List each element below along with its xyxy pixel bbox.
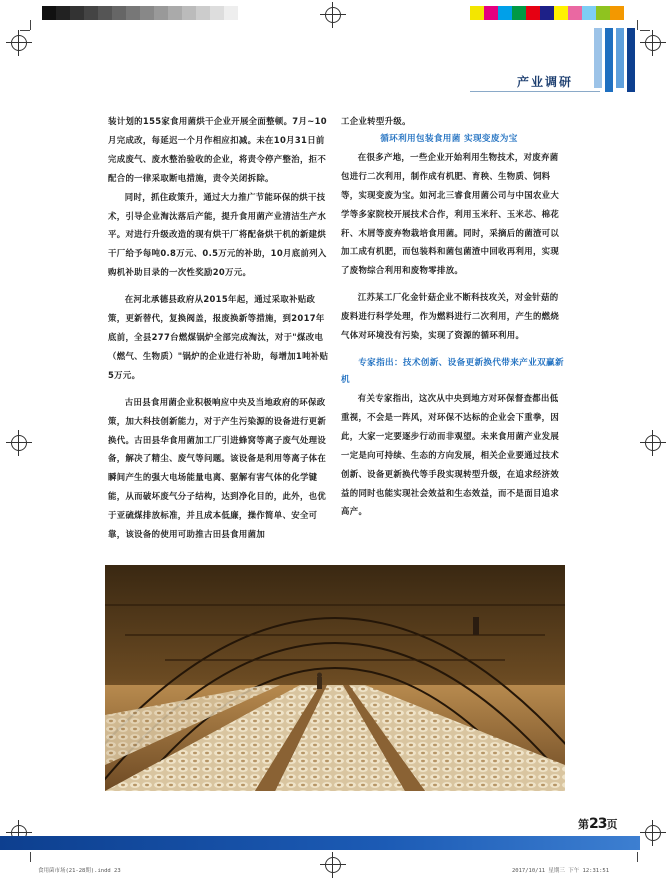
paragraph: 江苏某工厂化金针菇企业不断科技攻关，对金针菇的废料进行科学处理，作为燃料进行二次利用，产生的燃烧气体对环境没有污染，实现了资源的循环利用。 bbox=[341, 292, 560, 341]
crop-mark bbox=[637, 852, 638, 862]
crop-mark bbox=[30, 852, 31, 862]
page-number-value: 23 bbox=[589, 816, 607, 832]
paragraph: 工企业转型升级。 bbox=[341, 116, 411, 126]
page-number-suffix: 页 bbox=[606, 818, 618, 831]
paragraph: 在很多产地，一些企业开始利用生物技术，对废弃菌包进行二次利用，制作成有机肥、育秧、生物质、饲料等，实现变废为宝。如河北三睿食用菌公司与中国农业大学等多家院校开展技术合作，利用玉米秆、玉米芯、棉花秆、木屑等废弃物栽培食用菌。同时，采摘后的菌渣可以加工成有机肥，而包装料和菌包菌渣中回收再利用，实现了废物综合利用和废物零排放。 bbox=[341, 151, 560, 276]
crop-mark bbox=[20, 30, 30, 31]
registration-mark-bottom-center bbox=[320, 852, 346, 878]
greenhouse-photo bbox=[105, 565, 565, 791]
registration-mark-top-right bbox=[640, 30, 666, 56]
registration-mark-right-middle bbox=[640, 430, 666, 456]
crop-mark bbox=[640, 30, 650, 31]
header-rule bbox=[470, 91, 600, 92]
registration-mark-bottom-right bbox=[640, 820, 666, 846]
header-decoration-bars bbox=[594, 28, 635, 92]
footer-bar bbox=[0, 836, 640, 850]
paragraph: 有关专家指出，这次从中央到地方对环保督查都出低重视，不会是一阵风，对环保不达标的企业会下重拳，因此，大家一定要逐步行动而非观望。未来食用菌产业发展一定是向可持续、生态的方向发展，相关企业要通过技术创新、设备更新换代等手段实现转型升级，在追求经济效益的同时也能实现社会效益和生态效益，而不是面目追求高产。 bbox=[341, 392, 560, 517]
paragraph: 古田县食用菌企业积极响应中央及当地政府的环保政策，加大科技创新能力，对于产生污染源的设备进行更新换代。古田县华食用菌加工厂引进蜂窝等离子废气处理设备，解决了精尘、废气等问题。该设备是利用等离子体在瞬间产生的强大电场能量电离、驱解有害气体的化学键能，从而破坏废气分子结构，达到净化目的，此外，也优于亚硫煤排放标准，并且成本低廉，操作简单、安全可靠，该设备的使用可助推古田县食用菌加 bbox=[108, 396, 327, 540]
print-slug-left: 食用菌市场(21-28期).indd 23 bbox=[38, 868, 121, 874]
section-title: 产业调研 bbox=[516, 75, 573, 89]
page-number-prefix: 第 bbox=[578, 818, 589, 831]
subheading: 专家指出：技术创新、设备更新换代带来产业双赢新机 bbox=[341, 357, 564, 385]
paragraph: 在河北承德县政府从2015年起，通过采取补贴政策，更新替代，复换阀盖，报废换新等措施，到2017年底前，全县277台燃煤锅炉全部完成淘汰，对于"煤改电（燃气、生物质）"锅炉的企业进行补助，每增加1吨补贴5万元。 bbox=[108, 294, 329, 380]
grayscale-calibration-strip bbox=[42, 6, 238, 20]
subheading: 循环利用包装食用菌 实现变废为宝 bbox=[380, 133, 518, 144]
greenhouse-illustration bbox=[105, 565, 565, 791]
page-number bbox=[578, 816, 617, 832]
registration-mark-left-middle bbox=[6, 430, 32, 456]
color-calibration-strip bbox=[470, 6, 624, 20]
print-slug-right: 2017/10/11 星期三 下午 12:31:51 bbox=[512, 868, 610, 874]
paragraph: 同时，抓住政策升，通过大力推广节能环保的烘干技术，引导企业淘汰落后产能，提升食用菌产业清洁生产水平。对进行升级改造的现有烘干厂将配备烘干机的新建烘干厂给予每吨0.8万元、0.5万元的补助，10月底前列入购机补助目录的一次性奖励20万元。 bbox=[108, 191, 327, 278]
registration-mark-top-left bbox=[6, 30, 32, 56]
paragraph: 装计划的155家食用菌烘干企业开展全面整顿。7月~10月完成改，每延迟一个月作相应扣减。未在10月31日前完成废气、废水整治验收的企业，将责令停产整治，拒不配合的一律采取断电措施，责令关闭拆除。 bbox=[108, 116, 327, 183]
left-column bbox=[108, 112, 332, 544]
crop-mark bbox=[637, 20, 638, 30]
right-column bbox=[341, 112, 565, 521]
crop-mark bbox=[30, 20, 31, 30]
registration-mark-top-center bbox=[320, 2, 346, 28]
